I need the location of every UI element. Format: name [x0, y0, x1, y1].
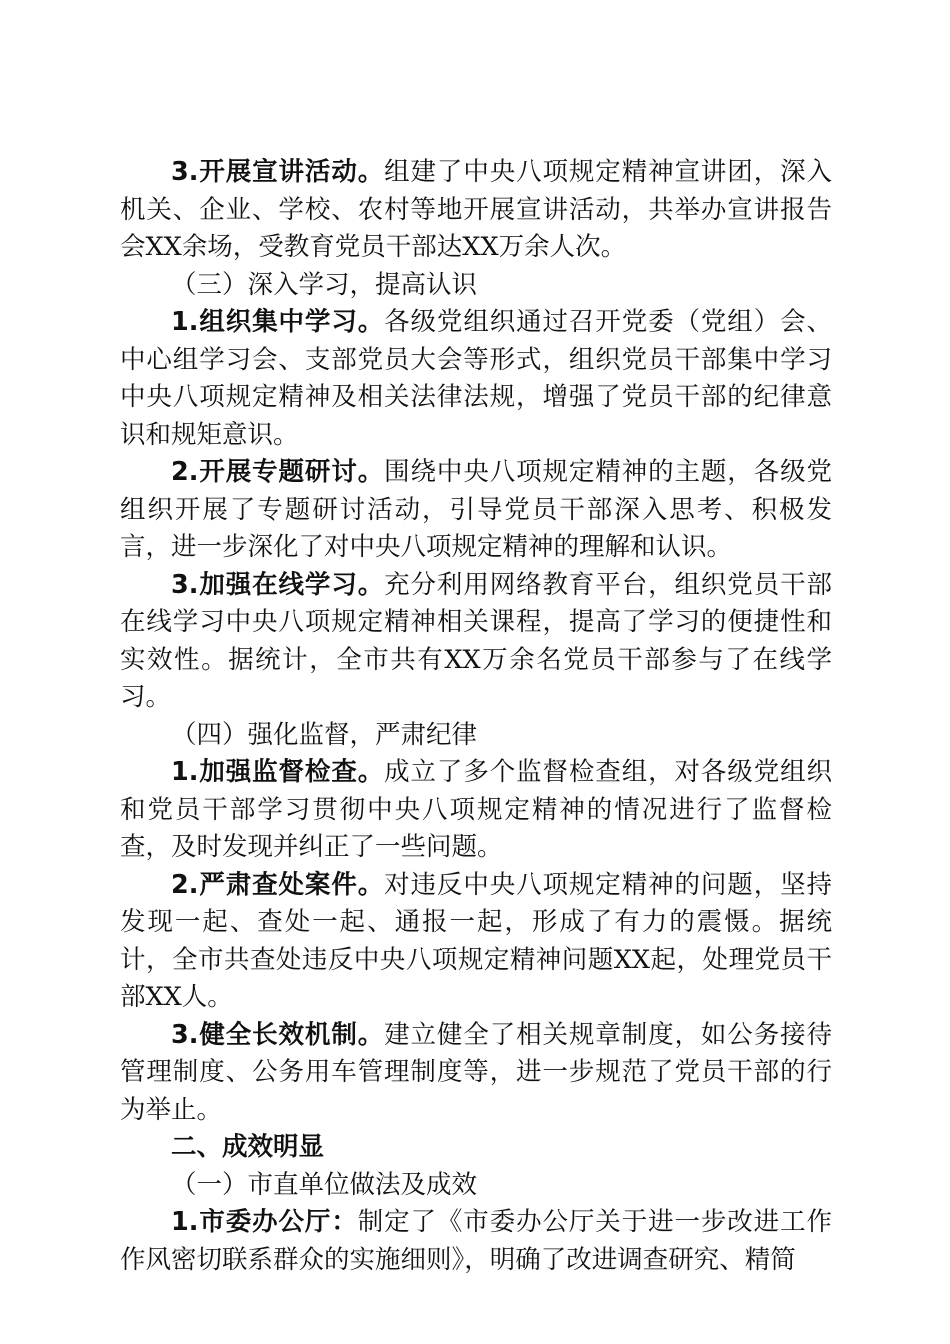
item-lead: 3.加强在线学习。	[171, 569, 385, 600]
subheading: （三）深入学习，提高认识	[171, 269, 478, 300]
item-text: 成立了多个监督检查组，对各级党组织和党员干部学习贯彻中央八项规定精神的情况进行了监督检查，及时发现并纠正了一些问题。	[120, 757, 832, 862]
paragraph-item	[120, 567, 832, 717]
paragraph-item	[120, 867, 832, 1017]
item-text: 建立健全了相关规章制度，如公务接待管理制度、公务用车管理制度等，进一步规范了党员干部的行为举止。	[120, 1019, 832, 1125]
item-text: 围绕中央八项规定精神的主题，各级党组织开展了专题研讨活动，引导党员干部深入思考、积极发言，进一步深化了对中央八项规定精神的理解和认识。	[120, 457, 832, 562]
item-lead: 1.组织集中学习。	[171, 307, 385, 337]
paragraph-item	[120, 304, 832, 454]
item-text: 充分利用网络教育平台，组织党员干部在线学习中央八项规定精神相关课程，提高了学习的便捷性和实效性。据统计，全市共有XX万余名党员干部参与了在线学习。	[120, 569, 832, 712]
paragraph-item	[120, 454, 832, 567]
item-lead: 3.健全长效机制。	[171, 1019, 385, 1050]
paragraph-item	[120, 154, 832, 267]
item-lead: 2.开展专题研讨。	[171, 457, 385, 487]
paragraph-item	[120, 1017, 832, 1130]
item-lead: 1.市委办公厅：	[171, 1207, 358, 1237]
item-text: 制定了《市委办公厅关于进一步改进工作作风密切联系群众的实施细则》，明确了改进调查研究、精简	[120, 1207, 832, 1275]
section-heading: 二、成效明显	[171, 1132, 325, 1162]
item-lead: 3.开展宣讲活动。	[171, 157, 385, 187]
document-page	[120, 154, 832, 1279]
subheading: （四）强化监督，严肃纪律	[171, 719, 478, 750]
item-text: 对违反中央八项规定精神的问题，坚持发现一起、查处一起、通报一起，形成了有力的震慑。据统计，全市共查处违反中央八项规定精神问题XX起，处理党员干部XX人。	[120, 869, 832, 1012]
item-text: 组建了中央八项规定精神宣讲团，深入机关、企业、学校、农村等地开展宣讲活动，共举办宣讲报告会XX余场，受教育党员干部达XX万余人次。	[120, 157, 832, 262]
item-text: 各级党组织通过召开党委（党组）会、中心组学习会、支部党员大会等形式，组织党员干部集中学习中央八项规定精神及相关法律法规，增强了党员干部的纪律意识和规矩意识。	[120, 307, 832, 450]
subheading: （一）市直单位做法及成效	[171, 1169, 478, 1200]
item-lead: 1.加强监督检查。	[171, 757, 385, 787]
paragraph-item	[120, 754, 832, 867]
paragraph-item	[120, 1204, 832, 1279]
item-lead: 2.严肃查处案件。	[171, 869, 385, 900]
